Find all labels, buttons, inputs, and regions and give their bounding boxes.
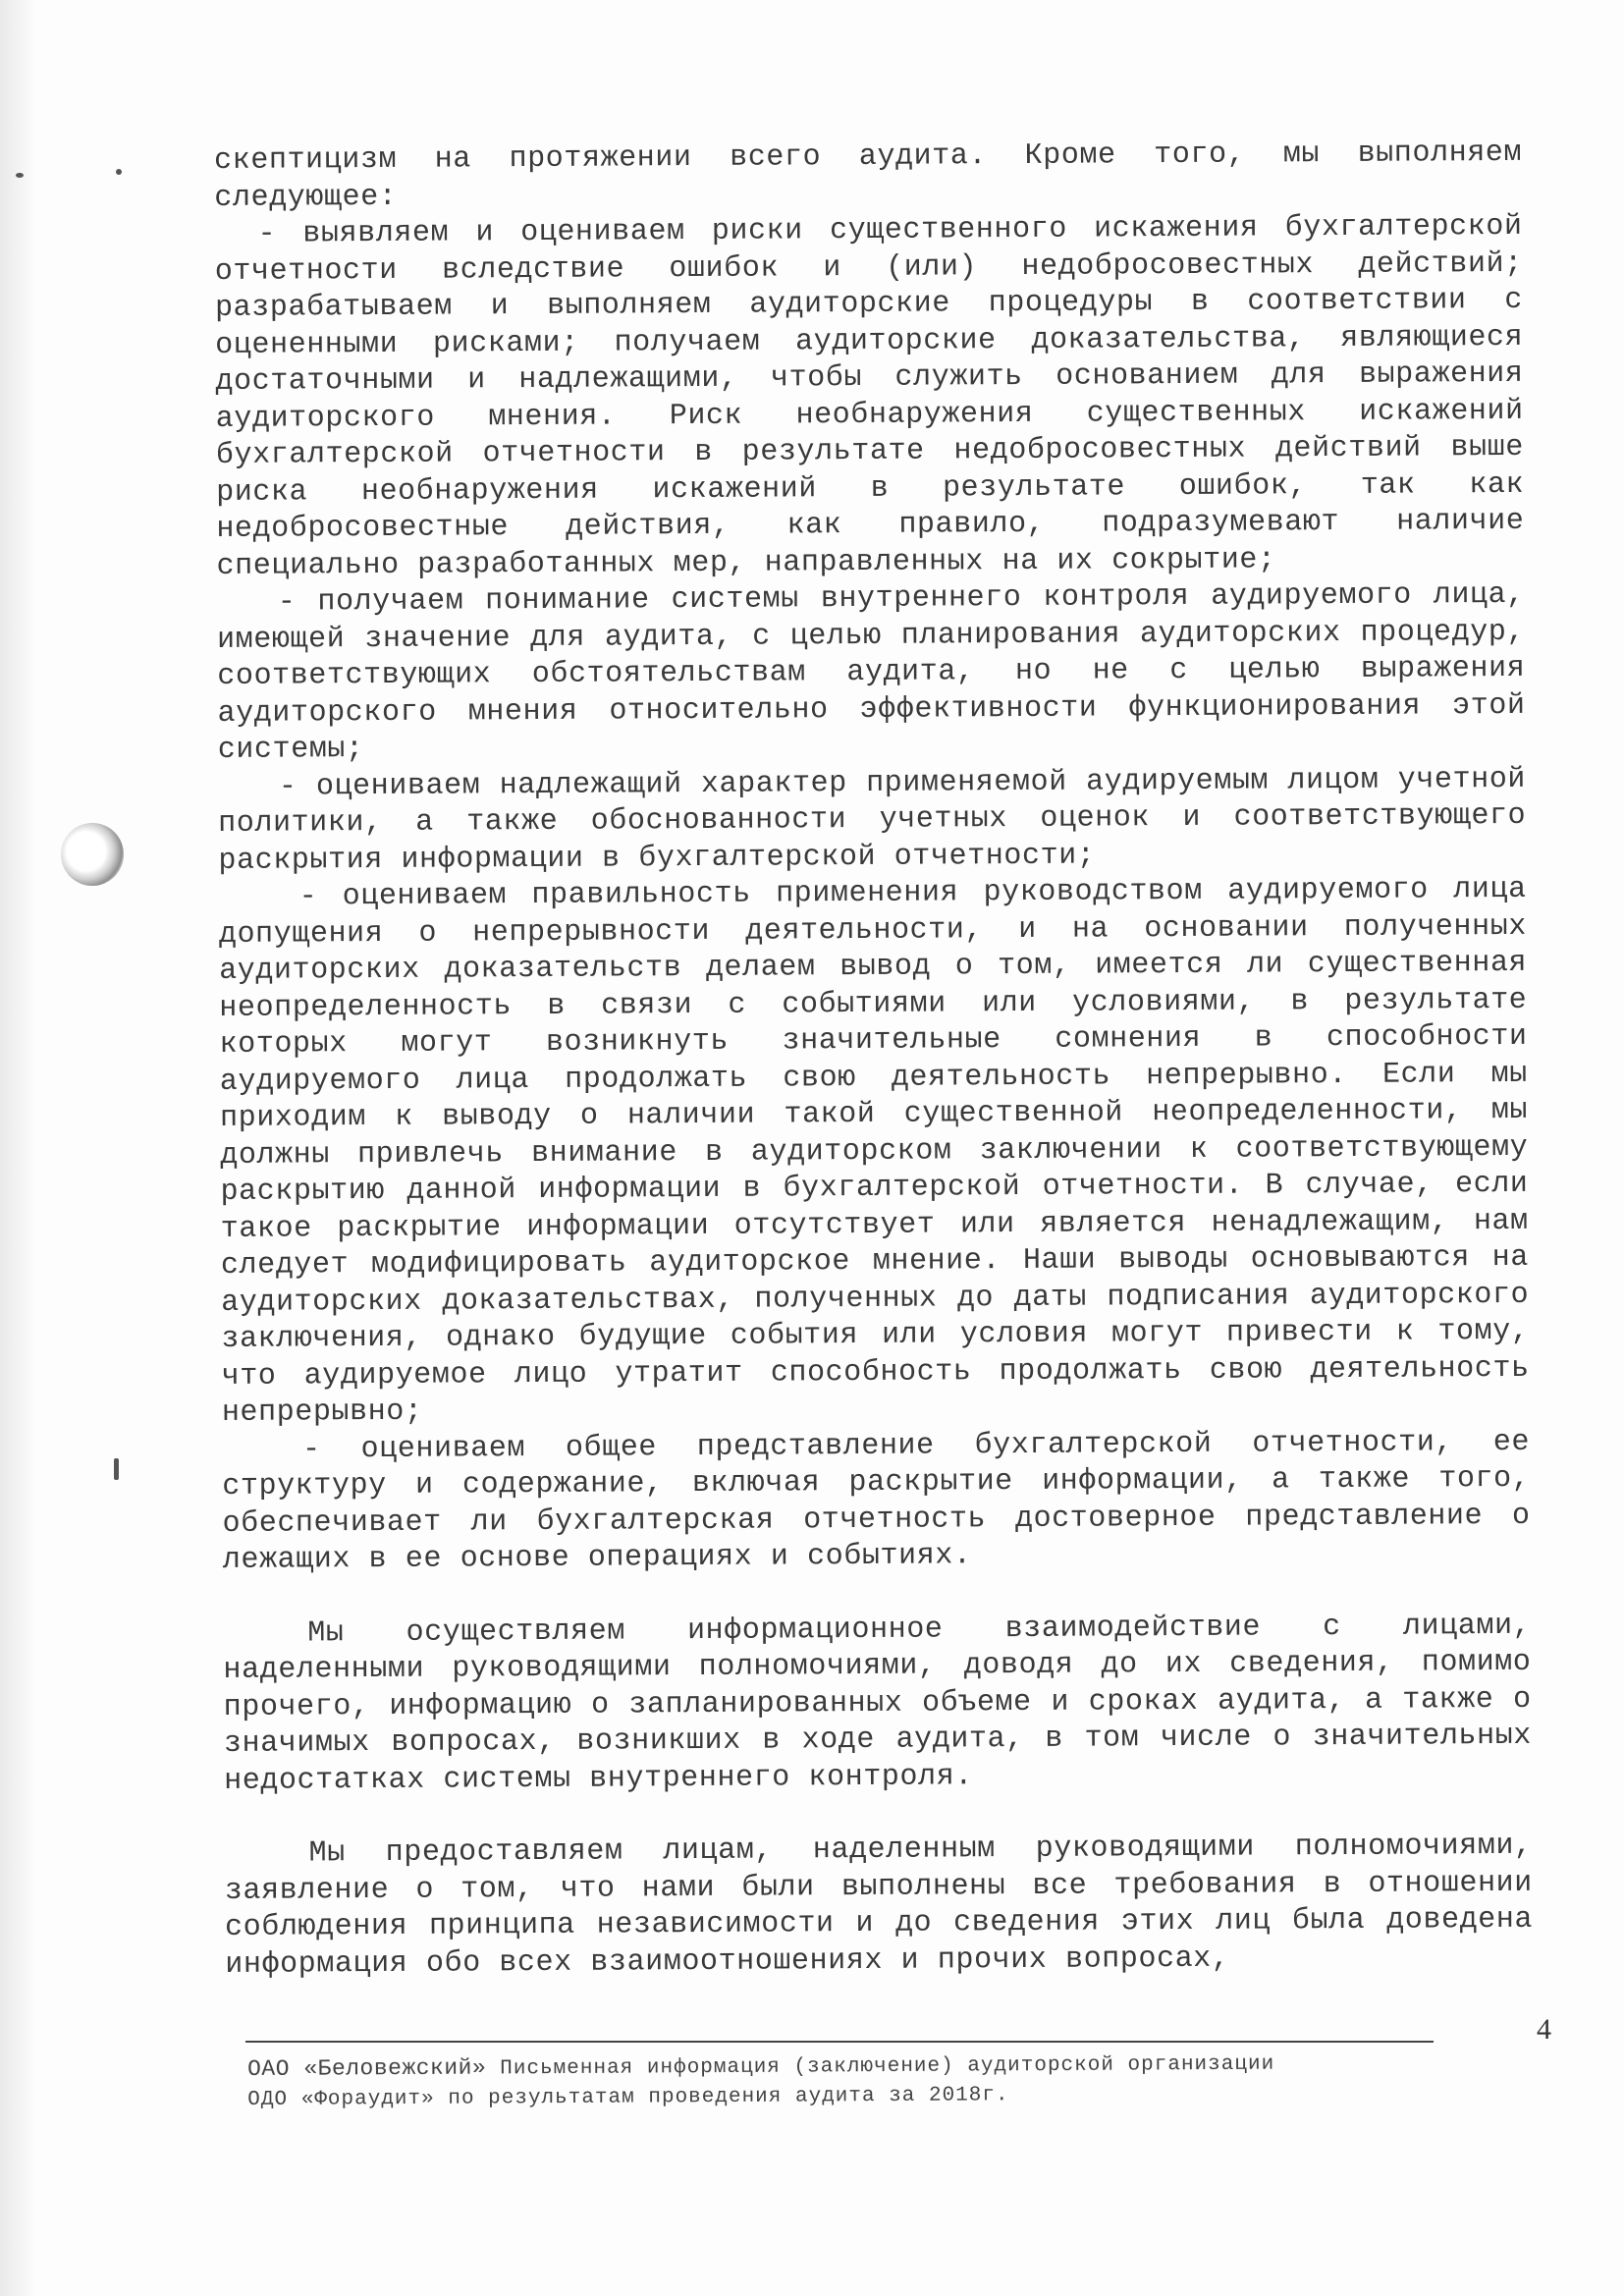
document-body [214, 136, 1533, 1984]
bullet-risk-assessment: - выявляем и оцениваем риски существенного искажения бухгалтерской отчетности вследствие ошибок и (или) недобросовестных действий; разрабатываем и выполняем аудиторские процедуры в соответствии с оцененными рисками; получаем аудиторские доказательства, являющиеся достаточными и надлежащими, чтобы служить основанием для выражения аудиторского мнения. Риск необнаружения существенных искажений бухгалтерской отчетности в результате недобросовестных действий выше риска необнаружения искажений в результате ошибок, так как недобросовестные действия, как правило, подразумевают наличие специально разработанных мер, направленных на их сокрытие; [214, 209, 1525, 583]
page-edge-shadow [0, 0, 33, 2296]
footer-divider [245, 2041, 1434, 2043]
page-number: 4 [1537, 2013, 1551, 2046]
footer-line-2: ОДО «Фораудит» по результатам проведения аудита за 2018г. [247, 2084, 1009, 2111]
scan-speck [114, 1458, 119, 1480]
punch-hole [61, 823, 124, 886]
footer-organization: ОАО «Беловежский» [247, 2054, 487, 2082]
bullet-internal-control: - получаем понимание системы внутреннего контроля аудируемого лица, имеющей значение для аудита, с целью планирования аудиторских процедур, соответствующих обстоятельствам аудита, но не с целью выражения аудиторского мнения относительно эффективности функционирования этой системы; [216, 577, 1526, 767]
scan-speck [116, 169, 122, 175]
paragraph-communication: Мы осуществляем информационное взаимодействие с лицами, наделенными руководящими полномочиями, доводя до их сведения, помимо прочего, информацию о запланированных объеме и сроках аудита, а также о значимых вопросах, возникших в ходе аудита, в том числе о значительных недостатках системы внутреннего контроля. [223, 1609, 1533, 1798]
paragraph-independence: Мы предоставляем лицам, наделенным руководящими полномочиями, заявление о том, что нами были выполнены все требования в отношении соблюдения принципа независимости и до сведения этих лиц была доведена информация обо всех взаимоотношениях и прочих вопросах, [224, 1829, 1534, 1982]
scan-speck [16, 173, 24, 178]
bullet-overall-presentation: - оцениваем общее представление бухгалтерской отчетности, ее структуру и содержание, включая раскрытие информации, а также того, обеспечивает ли бухгалтерская отчетность достоверное представление о лежащих в ее основе операциях и событиях. [222, 1425, 1531, 1577]
bullet-going-concern: - оцениваем правильность применения руководством аудируемого лица допущения о непрерывности деятельности, и на основании полученных аудиторских доказательств делаем вывод о том, имеется ли существенная неопределенность в связи с событиями или условиями, в результате которых могут возникнуть значительные сомнения в способности аудируемого лица продолжать свою деятельность непрерывно. Если мы приходим к выводу о наличии такой существенной неопределенности, мы должны привлечь внимание в аудиторском заключении к соответствующему раскрытию данной информации в бухгалтерской отчетности. В случае, если такое раскрытие информации отсутствует или является ненадлежащим, нам следует модифицировать аудиторское мнение. Наши выводы основываются на аудиторских доказательствах, полученных до даты подписания аудиторского заключения, однако будущие события или условия могут привести к тому, что аудируемое лицо утратит способность продолжать свою деятельность непрерывно; [218, 872, 1530, 1430]
footer-title: Письменная информация (заключение) аудиторской организации [500, 2052, 1275, 2081]
intro-text: скептицизм на протяжении всего аудита. Кроме того, мы выполняем следующее: [214, 136, 1523, 215]
bullet-accounting-policy: - оцениваем надлежащий характер применяемой аудируемым лицом учетной политики, а также обоснованности учетных оценок и соответствующего раскрытия информации в бухгалтерской отчетности; [218, 762, 1527, 878]
page-footer [247, 2047, 1553, 2115]
